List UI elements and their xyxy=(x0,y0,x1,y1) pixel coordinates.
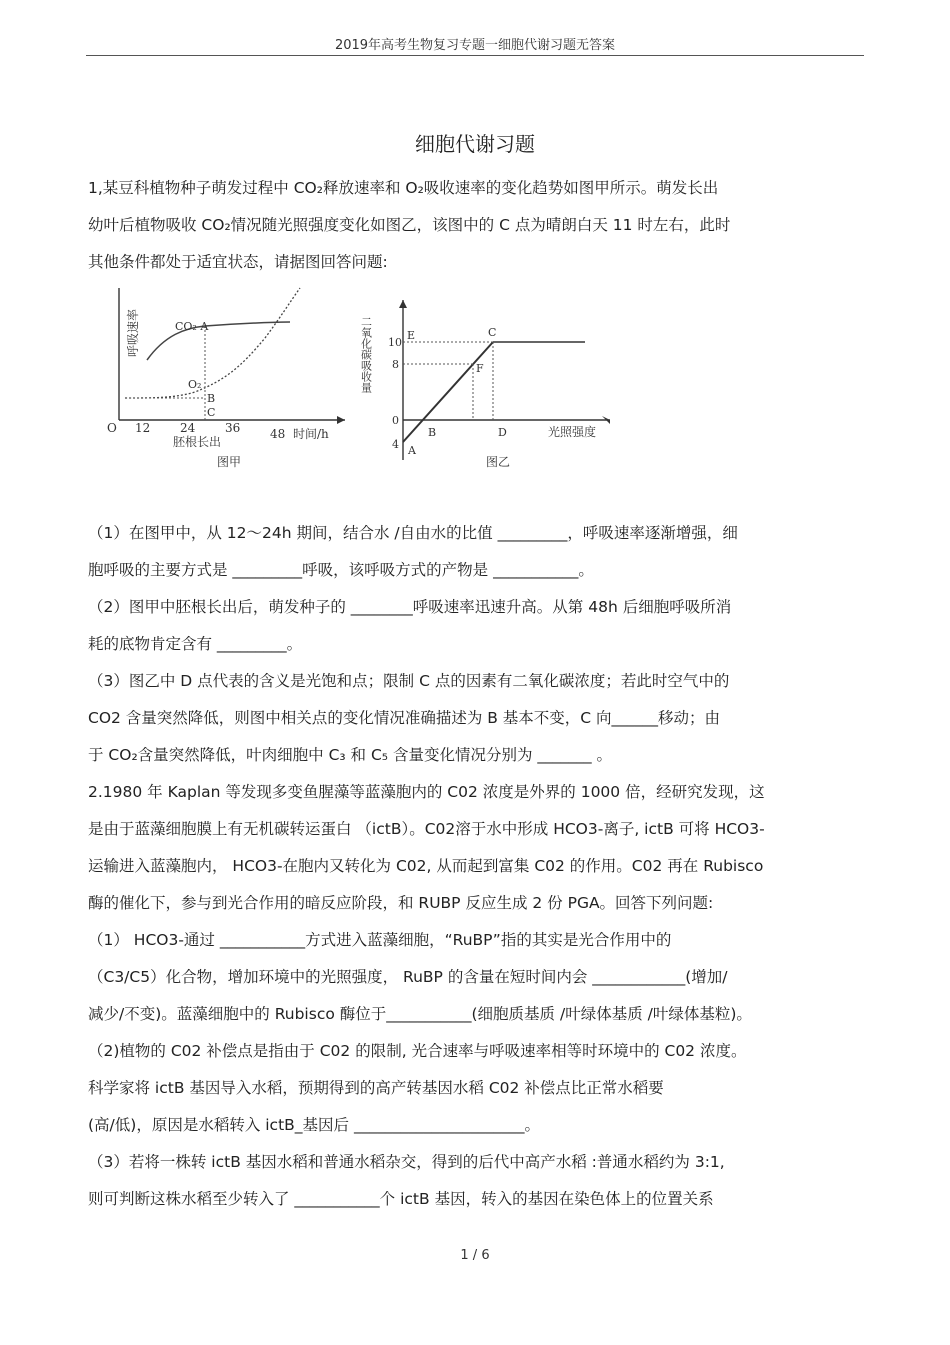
jia-tick: 36 xyxy=(225,421,241,435)
text-line: 耗的底物肯定含有 _________。 xyxy=(88,635,303,653)
yi-ytick: 10 xyxy=(388,336,403,349)
header-rule xyxy=(86,55,864,56)
yi-ytick: 4 xyxy=(392,438,400,451)
text-line: 2.1980 年 Kaplan 等发现多变鱼腥藻等蓝藻胞内的 C02 浓度是外界的 1000 倍，经研究发现，这 xyxy=(88,783,765,801)
text-line: 胞呼吸的主要方式是 _________呼吸，该呼吸方式的产物是 ___________。 xyxy=(88,561,594,579)
jia-xlabel: 时间/h xyxy=(293,427,329,441)
text-line: （2）图甲中胚根长出后，萌发种子的 ________呼吸速率迅速升高。从第 48h 后细胞呼吸所消 xyxy=(88,598,732,616)
text-line: 1,某豆科植物种子萌发过程中 CO₂释放速率和 O₂吸收速率的变化趋势如图甲所示。萌发长出 xyxy=(88,179,719,197)
text-line: （1） HCO3-通过 ___________方式进入蓝藻细胞，“RuBP”指的其实是光合作用中的 xyxy=(88,931,672,949)
jia-tick: 48 xyxy=(270,427,286,441)
text-line: 酶的催化下，参与到光合作用的暗反应阶段，和 RUBP 反应生成 2 份 PGA。回答下列问题: xyxy=(88,894,714,912)
text-line: 幼叶后植物吸收 CO₂情况随光照强度变化如图乙，该图中的 C 点为晴朗白天 11 时左右，此时 xyxy=(88,216,731,234)
text-line: 其他条件都处于适宜状态，请据图回答问题: xyxy=(88,253,388,271)
yi-point: E xyxy=(407,329,416,342)
jia-caption: 图甲 xyxy=(217,455,242,469)
jia-co2-curve xyxy=(147,322,290,360)
jia-o2-curve xyxy=(125,288,300,398)
text-line: （1）在图甲中，从 12～24h 期间，结合水 /自由水的比值 _________，呼吸速率逐渐增强，细 xyxy=(88,524,738,542)
figures xyxy=(95,280,675,475)
jia-xsub: 胚根长出 xyxy=(173,435,222,449)
yi-point: B xyxy=(428,426,437,439)
yi-ylabel xyxy=(360,316,373,393)
text-line: CO2 含量突然降低，则图中相关点的变化情况准确描述为 B 基本不变，C 向______移动；由 xyxy=(88,709,721,727)
text-line: (高/低)，原因是水稻转入 ictB_基因后 ______________________。 xyxy=(88,1116,540,1134)
jia-origin: O xyxy=(107,421,117,435)
yi-point: A xyxy=(408,444,417,457)
figure-yi xyxy=(360,280,630,475)
question-1-subquestions xyxy=(88,515,868,774)
text-line: 科学家将 ictB 基因导入水稻，预期得到的高产转基因水稻 C02 补偿点比正常水稻要 xyxy=(88,1079,664,1097)
yi-xlabel: 光照强度 xyxy=(548,425,597,439)
text-line: （C3/C5）化合物，增加环境中的光照强度， RuBP 的含量在短时间内会 ____________(增加/ xyxy=(88,968,728,986)
yi-ytick: 8 xyxy=(392,358,400,371)
text-line: 于 CO₂含量突然降低，叶肉细胞中 C₃ 和 C₅ 含量变化情况分别为 _______ 。 xyxy=(88,746,613,764)
page-number: 1 / 6 xyxy=(460,1248,490,1263)
jia-o2-label: O₂ xyxy=(188,378,202,391)
text-line: （2)植物的 C02 补偿点是指由于 C02 的限制, 光合速率与呼吸速率相等时环境中的 C02 浓度。 xyxy=(88,1042,747,1060)
yi-point: D xyxy=(498,426,507,439)
jia-point-c: C xyxy=(207,406,216,419)
yi-origin: 0 xyxy=(392,414,400,427)
text-line: 减少/不变)。蓝藻细胞中的 Rubisco 酶位于___________(细胞质基质 /叶绿体基质 /叶绿体基粒)。 xyxy=(88,1005,752,1023)
text-line: （3）图乙中 D 点代表的含义是光饱和点；限制 C 点的因素有二氧化碳浓度；若此时空气中的 xyxy=(88,672,730,690)
jia-ylabel: 呼吸速率 xyxy=(126,308,140,357)
page-header: 2019年高考生物复习专题一细胞代谢习题无答案 xyxy=(334,38,616,53)
text-line: （3）若将一株转 ictB 基因水稻和普通水稻杂交，得到的后代中高产水稻 :普通水稻约为 3:1, xyxy=(88,1153,725,1171)
question-2 xyxy=(88,774,868,1218)
jia-tick: 24 xyxy=(180,421,196,435)
yi-point: F xyxy=(476,362,484,375)
text-line: 是由于蓝藻细胞膜上有无机碳转运蛋白 （ictB）。C02溶于水中形成 HCO3-离子, ictB 可将 HCO3- xyxy=(88,820,765,838)
yi-rise-line xyxy=(403,342,493,442)
yi-point: C xyxy=(488,326,497,339)
jia-co2-label: CO₂ A xyxy=(175,320,209,333)
jia-tick: 12 xyxy=(135,421,151,435)
jia-point-b: B xyxy=(207,392,216,405)
text-line: 运输进入蓝藻胞内， HCO3-在胞内又转化为 C02, 从而起到富集 C02 的作用。C02 再在 Rubisco xyxy=(88,857,764,875)
page-title: 细胞代谢习题 xyxy=(415,132,535,156)
yi-caption: 图乙 xyxy=(486,455,511,469)
figure-jia xyxy=(95,280,355,475)
question-1-intro xyxy=(88,170,868,281)
svg-text:二氧化碳吸收量: 二氧化碳吸收量 xyxy=(360,316,373,393)
text-line: 则可判断这株水稻至少转入了 ___________个 ictB 基因，转入的基因在染色体上的位置关系 xyxy=(88,1190,714,1208)
